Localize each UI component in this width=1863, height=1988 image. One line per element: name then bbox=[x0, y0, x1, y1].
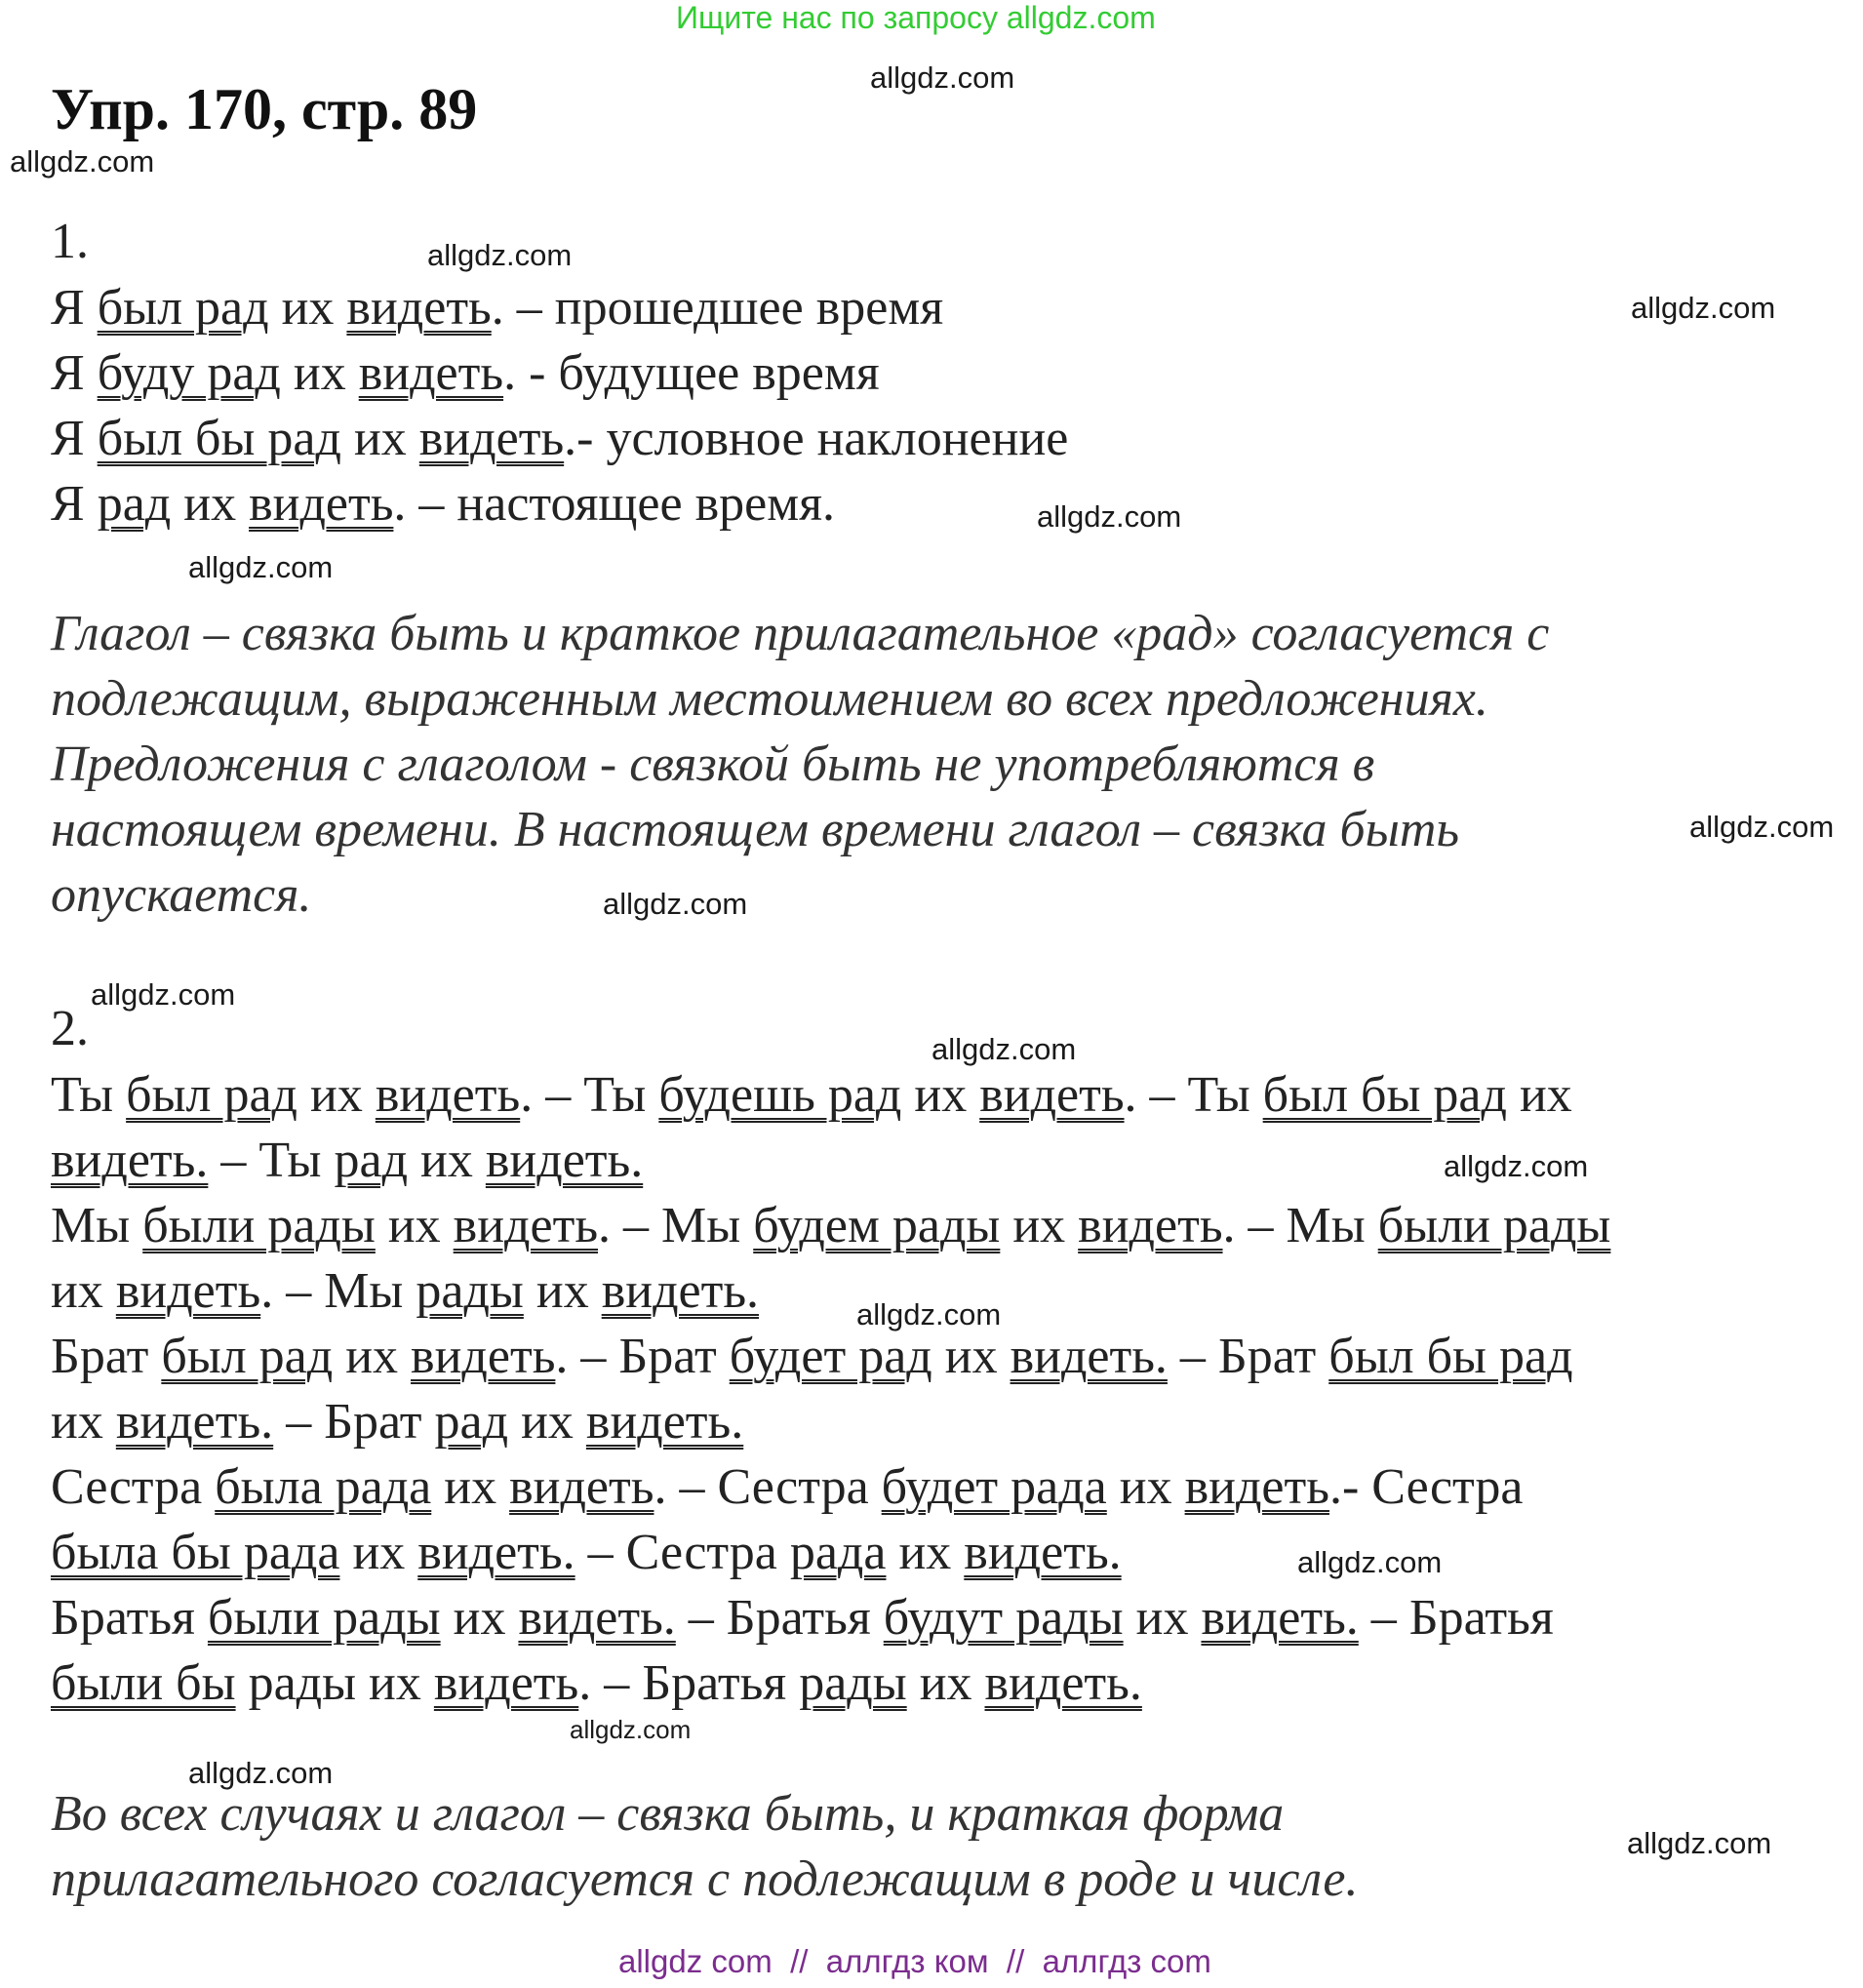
underlined-predicate: видеть bbox=[453, 1198, 599, 1253]
watermark: allgdz.com bbox=[1444, 1149, 1589, 1183]
watermark: allgdz.com bbox=[1037, 499, 1182, 534]
sentence-text: . – настоящее время. bbox=[393, 476, 836, 532]
exercise-title: Упр. 170, стр. 89 bbox=[51, 77, 478, 141]
sentence-text: их bbox=[280, 345, 359, 401]
underlined-predicate: была рада bbox=[215, 1459, 432, 1515]
top-banner: Ищите нас по запросу allgdz.com bbox=[676, 0, 1156, 35]
underlined-predicate: видеть. bbox=[115, 1394, 274, 1450]
underlined-predicate: видеть. bbox=[585, 1394, 744, 1450]
sentence-text: Я bbox=[51, 411, 98, 466]
underlined-predicate: видеть. bbox=[51, 1133, 209, 1188]
rule-note-line: Предложения с глаголом - связкой быть не употребляются в bbox=[51, 736, 1375, 792]
underlined-predicate: был рад bbox=[97, 280, 269, 336]
underlined-predicate: видеть bbox=[509, 1459, 654, 1515]
sentence-text: их bbox=[906, 1655, 985, 1711]
watermark: allgdz.com bbox=[1689, 810, 1835, 844]
underlined-predicate: видеть. bbox=[1201, 1590, 1359, 1646]
underlined-predicate: буду рад bbox=[97, 345, 281, 401]
sentence-line bbox=[51, 1393, 743, 1451]
watermark: allgdz.com bbox=[1297, 1545, 1443, 1579]
rule-note-line: настоящем времени. В настоящем времени глагол – связка быть bbox=[51, 802, 1460, 857]
sentence-text: .- условное наклонение bbox=[564, 411, 1069, 466]
sentence-text: их bbox=[375, 1198, 454, 1253]
sentence-text: их bbox=[523, 1263, 602, 1319]
underlined-predicate: видеть. bbox=[984, 1655, 1142, 1711]
underlined-predicate: будет рада bbox=[881, 1459, 1107, 1515]
underlined-predicate: видеть. bbox=[485, 1133, 644, 1188]
underlined-predicate: был бы рад bbox=[97, 411, 341, 466]
watermark: allgdz.com bbox=[856, 1297, 1002, 1332]
watermark: allgdz.com bbox=[91, 977, 236, 1012]
underlined-predicate: видеть bbox=[375, 1067, 521, 1123]
sentence-text: их bbox=[1106, 1459, 1185, 1515]
sentence-text: Братья bbox=[51, 1590, 208, 1646]
sentence-text: их bbox=[297, 1067, 376, 1123]
underlined-predicate: видеть bbox=[433, 1655, 579, 1711]
underlined-predicate: будет рад bbox=[729, 1329, 932, 1384]
underlined-predicate: видеть. bbox=[964, 1525, 1122, 1580]
sentence-text: их bbox=[1000, 1198, 1079, 1253]
section-1-number: 1. bbox=[51, 214, 89, 269]
underlined-predicate: были рады bbox=[1377, 1198, 1611, 1253]
underlined-predicate: рад bbox=[434, 1394, 509, 1450]
underlined-predicate: был рад bbox=[161, 1329, 334, 1384]
sentence-text: . – Брат bbox=[555, 1329, 730, 1384]
sentence-text: . – Братья bbox=[578, 1655, 800, 1711]
watermark: allgdz.com bbox=[10, 144, 155, 179]
sentence-text: Ты bbox=[51, 1067, 127, 1123]
underlined-predicate: рады bbox=[416, 1263, 524, 1319]
underlined-predicate: видеть bbox=[1078, 1198, 1223, 1253]
watermark: allgdz.com bbox=[188, 550, 334, 584]
sentence-line bbox=[51, 1458, 1523, 1516]
sentence-text: Я bbox=[51, 280, 98, 336]
underlined-predicate: будем рады bbox=[753, 1198, 1001, 1253]
underlined-predicate: видеть bbox=[115, 1263, 261, 1319]
sentence-text: их bbox=[51, 1263, 116, 1319]
sentence-text: – Брат bbox=[1167, 1329, 1329, 1384]
watermark: allgdz.com bbox=[570, 1715, 692, 1744]
sentence-line bbox=[51, 1328, 1573, 1385]
sentence-text: – Братья bbox=[675, 1590, 884, 1646]
watermark: allgdz.com bbox=[427, 238, 573, 272]
sentence-line bbox=[51, 475, 835, 533]
sentence-line bbox=[51, 279, 943, 337]
watermark: allgdz.com bbox=[870, 60, 1015, 95]
sentence-text: их bbox=[431, 1459, 510, 1515]
sentence-text: . – Сестра bbox=[654, 1459, 882, 1515]
rule-note-line: Во всех случаях и глагол – связка быть, и краткая форма bbox=[51, 1786, 1285, 1842]
sentence-text: их bbox=[886, 1525, 965, 1580]
sentence-line bbox=[51, 1589, 1554, 1647]
underlined-predicate: рад bbox=[97, 476, 172, 532]
rule-note-line: Глагол – связка быть и краткое прилагательное «рад» согласуется с bbox=[51, 606, 1550, 661]
sentence-text: их bbox=[340, 411, 419, 466]
underlined-predicate: рада bbox=[789, 1525, 887, 1580]
sentence-text: Брат bbox=[51, 1329, 162, 1384]
sentence-text: их bbox=[171, 476, 250, 532]
underlined-predicate: был рад bbox=[126, 1067, 298, 1123]
watermark: allgdz.com bbox=[188, 1756, 334, 1790]
sentence-text: .- Сестра bbox=[1328, 1459, 1524, 1515]
sentence-text: их bbox=[932, 1329, 1011, 1384]
sentence-text: их bbox=[339, 1525, 418, 1580]
sentence-text: Я bbox=[51, 345, 98, 401]
underlined-predicate: видеть. bbox=[417, 1525, 575, 1580]
sentence-text: Я bbox=[51, 476, 98, 532]
sentence-text: их bbox=[51, 1394, 116, 1450]
sentence-line bbox=[51, 1066, 1572, 1124]
underlined-predicate: видеть bbox=[358, 345, 504, 401]
rule-note-line: прилагательного согласуется с подлежащим в роде и числе. bbox=[51, 1851, 1359, 1907]
underlined-predicate: видеть bbox=[249, 476, 394, 532]
sentence-text: – Ты bbox=[208, 1133, 335, 1188]
sentence-text: их bbox=[1123, 1590, 1202, 1646]
underlined-predicate: видеть. bbox=[601, 1263, 760, 1319]
sentence-line bbox=[51, 1524, 1122, 1581]
sentence-text: – Братья bbox=[1358, 1590, 1554, 1646]
underlined-predicate: были рады bbox=[207, 1590, 441, 1646]
underlined-predicate: видеть bbox=[979, 1067, 1125, 1123]
underlined-predicate: видеть bbox=[411, 1329, 556, 1384]
sentence-text: их bbox=[268, 280, 347, 336]
watermark: allgdz.com bbox=[603, 887, 748, 921]
sentence-line bbox=[51, 1262, 759, 1320]
sentence-text: . - будущее время bbox=[503, 345, 880, 401]
underlined-predicate: был бы рад bbox=[1262, 1067, 1507, 1123]
sentence-text: – Брат bbox=[273, 1394, 435, 1450]
sentence-text: их bbox=[508, 1394, 586, 1450]
sentence-text: их bbox=[408, 1133, 486, 1188]
underlined-predicate: были рады bbox=[142, 1198, 376, 1253]
underlined-predicate: видеть. bbox=[1010, 1329, 1168, 1384]
sentence-text: . – Мы bbox=[260, 1263, 416, 1319]
sentence-text: их bbox=[333, 1329, 412, 1384]
watermark: allgdz.com bbox=[1631, 291, 1776, 325]
sentence-text: рады их bbox=[235, 1655, 434, 1711]
sentence-text: . – Ты bbox=[520, 1067, 659, 1123]
sentence-text: . – Мы bbox=[598, 1198, 754, 1253]
underlined-predicate: был бы рад bbox=[1328, 1329, 1573, 1384]
underlined-predicate: были бы bbox=[51, 1655, 236, 1711]
sentence-text: Мы bbox=[51, 1198, 143, 1253]
watermark: allgdz.com bbox=[932, 1032, 1077, 1066]
sentence-text: Сестра bbox=[51, 1459, 216, 1515]
sentence-line bbox=[51, 1132, 643, 1189]
section-2-number: 2. bbox=[51, 1001, 89, 1056]
sentence-line bbox=[51, 410, 1068, 467]
sentence-text: . – прошедшее время bbox=[491, 280, 944, 336]
rule-note-line: опускается. bbox=[51, 867, 312, 923]
sentence-text: – Сестра bbox=[575, 1525, 790, 1580]
watermark: allgdz.com bbox=[1627, 1826, 1772, 1860]
underlined-predicate: будут рады bbox=[883, 1590, 1124, 1646]
sentence-text: их bbox=[1506, 1067, 1572, 1123]
sentence-text: . – Мы bbox=[1222, 1198, 1378, 1253]
underlined-predicate: рад bbox=[334, 1133, 409, 1188]
rule-note-line: подлежащим, выраженным местоимением во всех предложениях. bbox=[51, 671, 1488, 727]
sentence-line bbox=[51, 1654, 1142, 1712]
sentence-line bbox=[51, 1197, 1610, 1254]
sentence-line bbox=[51, 344, 880, 402]
underlined-predicate: рады bbox=[799, 1655, 907, 1711]
underlined-predicate: видеть bbox=[346, 280, 492, 336]
underlined-predicate: видеть bbox=[1184, 1459, 1329, 1515]
sentence-text: их bbox=[440, 1590, 519, 1646]
underlined-predicate: была бы рада bbox=[51, 1525, 340, 1580]
underlined-predicate: видеть bbox=[418, 411, 565, 466]
sentence-text: . – Ты bbox=[1124, 1067, 1263, 1123]
sentence-text: их bbox=[901, 1067, 980, 1123]
underlined-predicate: будешь рад bbox=[658, 1067, 902, 1123]
underlined-predicate: видеть. bbox=[518, 1590, 676, 1646]
bottom-banner: allgdz com // аллгдз ком // аллгдз com bbox=[618, 1943, 1211, 1979]
